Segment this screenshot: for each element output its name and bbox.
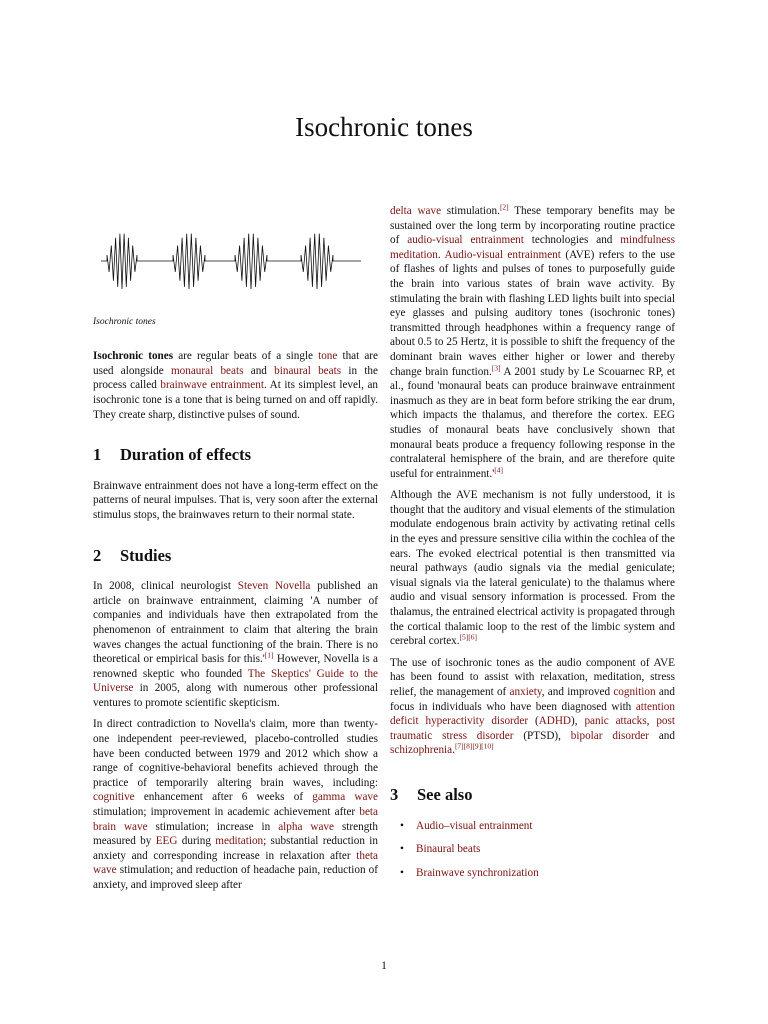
page-title: Isochronic tones bbox=[295, 112, 473, 142]
see-also-item bbox=[390, 842, 675, 857]
link-theta-wave[interactable]: theta wave bbox=[93, 849, 378, 877]
citation-1[interactable]: [1] bbox=[264, 650, 274, 660]
citation-5-6[interactable]: [5][6] bbox=[459, 632, 478, 642]
citation-4[interactable]: [4] bbox=[494, 464, 503, 474]
waveform-figure bbox=[93, 222, 378, 300]
link-binaural-beats[interactable]: binaural beats bbox=[274, 364, 342, 377]
link-see-also-sync[interactable]: Brainwave synchronization bbox=[416, 867, 539, 880]
see-also-list bbox=[390, 819, 675, 881]
link-gamma-wave[interactable]: gamma wave bbox=[312, 791, 378, 804]
studies-paragraph-2-continued: delta wave stimulation.[2] These temporary benefits may be sustained over the long term by incorporating routine practice of audio-visual entrainment technologies and mindfulness meditation. Audio-visual entrainment (AVE) refers to the use of flashes of lights and pulses of tones to purposefully guide the brain into various states of brain wave activity. By stimulating the brain with flashing LED lights built into special eye glasses and pulsing auditory tones (isochronic tones) transmitted through headphones within a frequency range of about 0.5 to 25 Hertz, it is possible to shift the frequency of the dominant brain waves either higher or lower and thereby change brain function.[3] A 2001 study by Le Scouarnec RP, et al., found 'monaural beats can produce brainwave entrainment inasmuch as they are in beat form before striking the ear drum, which impacts the thalamus, and therefore the cortex. EEG studies of monaural beats have conclusively shown that monaural beats produce a frequency following response in the contralateral hemisphere of the brain, and are therefore quite useful for entrainment.'[4] bbox=[390, 202, 675, 480]
link-monaural-beats[interactable]: monaural beats bbox=[170, 364, 244, 377]
see-also-item bbox=[390, 866, 675, 881]
link-panic-attacks[interactable]: panic attacks bbox=[584, 715, 647, 728]
figure-caption: Isochronic tones bbox=[93, 316, 156, 327]
link-beta-brain-wave[interactable]: beta brain wave bbox=[93, 806, 378, 833]
intro-paragraph: Isochronic tones are regular beats of a single tone that are used alongside monaural beats and binaural beats in the process called brainwave entrainment. At its simplest level, an isochronic tone is a tone that is being turned on and off rapidly. They create sharp, distinctive pulses of sound. bbox=[93, 350, 378, 421]
link-bipolar-disorder[interactable]: bipolar disorder bbox=[570, 729, 649, 742]
link-anxiety[interactable]: anxiety bbox=[509, 686, 542, 698]
bullet-icon: • bbox=[400, 843, 404, 856]
citation-7-10[interactable]: [7][8][9][10] bbox=[454, 741, 494, 751]
citation-3[interactable]: [3] bbox=[491, 362, 501, 372]
link-ptsd[interactable]: post traumatic stress disorder bbox=[390, 715, 675, 742]
link-see-also-binaural[interactable]: Binaural beats bbox=[416, 843, 481, 856]
page-number: 1 bbox=[381, 960, 387, 972]
section-heading-see-also: 3 See also bbox=[390, 784, 473, 804]
duration-paragraph: Brainwave entrainment does not have a long-term effect on the patterns of neural impulses. That is, very soon after the external stimulus stops, the brainwaves return to their normal state. bbox=[93, 479, 378, 521]
see-also-item bbox=[390, 819, 675, 834]
link-cognition[interactable]: cognition bbox=[613, 686, 656, 698]
link-alpha-wave[interactable]: alpha wave bbox=[278, 820, 334, 833]
link-eeg[interactable]: EEG bbox=[155, 835, 178, 848]
bullet-icon: • bbox=[400, 867, 404, 880]
left-column bbox=[93, 222, 378, 900]
link-adhd-full[interactable]: attention deficit hyperactivity disorder bbox=[390, 700, 675, 728]
link-skeptics-guide[interactable]: The Skeptics' Guide to the Universe bbox=[93, 667, 378, 695]
link-delta-wave[interactable]: delta wave bbox=[390, 205, 442, 217]
link-audio-visual-entrainment-2[interactable]: Audio-visual entrainment bbox=[444, 248, 561, 261]
link-mindfulness-meditation[interactable]: mindfulness meditation bbox=[390, 234, 675, 261]
citation-2[interactable]: [2] bbox=[499, 202, 509, 212]
link-tone[interactable]: tone bbox=[318, 350, 338, 363]
link-cognitive[interactable]: cognitive bbox=[93, 791, 135, 804]
link-schizophrenia[interactable]: schizophrenia bbox=[390, 744, 453, 757]
link-meditation[interactable]: meditation bbox=[215, 835, 264, 848]
link-steven-novella[interactable]: Steven Novella bbox=[237, 580, 311, 593]
ave-paragraph: Although the AVE mechanism is not fully understood, it is thought that the auditory and visual elements of the stimulation modulate endogenous brain activity by activating retinal cells in the eyes and pressure sensitive cilia within the cochlea of the ears. The evoked electrical potential is then transmitted via neural pathways (audio signals via the medial geniculate; visual signals via the lateral geniculate) to the thalamus where audio and visual sensory information is processed. From the thalamus, the entrained electrical activity is propagated through the cortical thalamic loop to the rest of the limbic system and cerebral cortex.[5][6] bbox=[390, 489, 675, 648]
link-brainwave-entrainment[interactable]: brainwave entrainment bbox=[160, 379, 264, 392]
studies-paragraph-1: In 2008, clinical neurologist Steven Novella published an article on brainwave entrainment, claiming 'A number of companies and individuals have then extrapolated from the phenomenon of entrainment to claim that altering the brain waves changes the actual functioning of the brain. There is no theoretical or empirical basis for this.'[1] However, Novella is a renowned skeptic who founded The Skeptics' Guide to the Universe in 2005, along with numerous other professional ventures to promote scientific skepticism. bbox=[93, 580, 378, 709]
studies-paragraph-2: In direct contradiction to Novella's claim, more than twenty-one independent peer-reviewed, placebo-controlled studies have been conducted between 1979 and 2012 which show a range of cognitive-behavioral benefits achieved through the practice of temporarily altering brain waves, including: cognitive enhancement after 6 weeks of gamma wave stimulation; improvement in academic achievement after beta brain wave stimulation; increase in alpha wave strength measured by EEG during meditation; substantial reduction in anxiety and corresponding increase in relaxation after theta wave stimulation; and reduction of headache pain, reduction of anxiety, and improved sleep after bbox=[93, 718, 379, 891]
link-adhd[interactable]: ADHD bbox=[538, 715, 572, 728]
bullet-icon: • bbox=[400, 819, 404, 832]
use-paragraph: The use of isochronic tones as the audio component of AVE has been found to assist with relaxation, meditation, stress relief, the management of anxiety, and improved cognition and focus in individuals who have been diagnosed with attention deficit hyperactivity disorder (ADHD), panic attacks, post traumatic stress disorder (PTSD), bipolar disorder and schizophrenia.[7][8][9][10] bbox=[390, 656, 675, 757]
section-heading-duration: 1 Duration of effects bbox=[93, 445, 252, 465]
section-heading-studies: 2 Studies bbox=[93, 545, 172, 565]
link-audio-visual-entrainment[interactable]: audio-visual entrainment bbox=[407, 234, 524, 247]
link-see-also-ave[interactable]: Audio–visual entrainment bbox=[416, 819, 533, 832]
right-column bbox=[390, 204, 675, 890]
